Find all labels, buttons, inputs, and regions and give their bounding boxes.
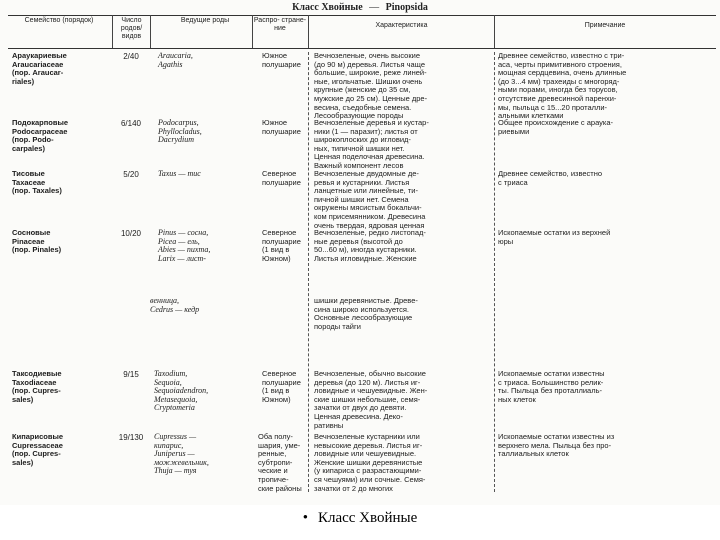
row-genera: Araucaria, Agathis [158, 51, 193, 69]
row-note: Ископаемые остатки известны с триаса. Большинство релик- ты. Пыльца без проталлиаль- ных клеток [498, 369, 605, 404]
column-divider [308, 52, 309, 492]
title-latin: Pinopsida [385, 2, 428, 13]
title-separator: — [369, 2, 380, 13]
page-title [0, 2, 720, 13]
row-family: Кипарисовые Cupressaceae (пор. Cupres- sales) [12, 432, 64, 467]
header-divider [308, 15, 309, 48]
row-genera: Taxus — тис [158, 169, 201, 178]
row-note: Ископаемые остатки известны из верхнего мела. Пыльца без про- таллиальных клеток [498, 432, 615, 459]
column-divider [494, 52, 495, 492]
row-note: Общее происхождение с араука- риевыми [498, 118, 614, 136]
row-count: 19/130 [118, 433, 144, 442]
row-count: 5/20 [123, 170, 139, 179]
row-family: Тисовые Taxaceae (пор. Taxales) [12, 169, 62, 196]
table-header-rule [8, 48, 716, 49]
bullet-icon: • [302, 510, 308, 526]
row-count: 10/20 [120, 229, 142, 238]
row-count: 2/40 [123, 52, 139, 61]
row-note: Древнее семейство, известно с триаса [498, 169, 603, 187]
row-description: Вечнозеленые, редко листопад- ные деревья (высотой до 50...60 м), иногда кустарники. Листья игловидные. Женские [314, 228, 426, 263]
slide-caption [0, 510, 720, 527]
header-family: Семейство (порядок) [24, 17, 94, 24]
row-distribution: Южное полушарие [262, 118, 301, 136]
row-family: Подокарповые Podocarpaceae (пор. Podo- carpales) [12, 118, 69, 153]
row-genera: Podocarpus, Phyllocladus, Dacrydium [158, 118, 202, 145]
row-description: Вечнозеленые двудомные де- ревья и кустарники. Листья ланцетные или линейные, ти- пичной шишки нет. Семена окружены мясистым бокальчи- ком присемянником. Древесина очень твердая, ядровая ценная [314, 169, 426, 230]
header-divider [150, 15, 151, 48]
row-note: Древнее семейство, известно с три- аса, черты примитивного строения, мощная сердцевина, очень длинные (до 3...4 мм) трахеиды с многоряд- ными порами, иногда без торусов, отсутствие древесинной паренхи- мы, пыльца с 15...20 проталли- альными клетками [498, 51, 627, 121]
header-description: Характеристика [375, 22, 428, 29]
row-description: Вечнозеленые кустарники или невысокие деревья. Листья иг- ловидные или чешуевидные. Женские шишки деревянистые (у кипариса с разрастающими- ся чешуями) или сочные. Семя- зачатки от 2 до многих [314, 432, 426, 493]
row-count: 6/140 [120, 119, 142, 128]
row-family: Араукариевые Araucariaceae (пор. Araucar- riales) [12, 51, 67, 86]
caption-text: Класс Хвойные [317, 510, 418, 526]
row-distribution: Северное полушарие (1 вид в Южном) [262, 369, 301, 404]
header-divider [494, 15, 495, 48]
table-top-rule [8, 15, 716, 16]
title-ru: Класс Хвойные [292, 2, 363, 13]
row-description: Вечнозеленые, обычно высокие деревья (до 120 м). Листья иг- ловидные и чешуевидные. Жен- ские шишки небольшие, семя- зачатки от двух до девяти. Ценная древесина. Деко- ративны [314, 369, 428, 430]
row-genera: Taxodium, Sequoia, Sequoiadendron, Metasequoia, Cryptomeria [154, 369, 209, 413]
row-distribution: Оба полу- шария, уме- ренные, субтропи- ческие и тропиче- ские районы [258, 432, 302, 493]
row-genera: Pinus — сосна, Picea — ель, Abies — пихта, Larix — лист- [158, 228, 211, 263]
row-description: Вечнозеленые, очень высокие (до 90 м) деревья. Листья чаще большие, широкие, реже линей- ные, игольчатые. Шишки очень крупные (женские до 35 см, мужские до 25 см). Ценные дре- весина, съедобные семена. Лесообразующие породы [314, 51, 428, 121]
row-note: Ископаемые остатки из верхней юры [498, 228, 611, 246]
row-distribution: Южное полушарие [262, 51, 301, 69]
row-distribution: Северное полушарие [262, 169, 301, 187]
row-count: 9/15 [123, 370, 139, 379]
row-description: Вечнозеленые деревья и кустар- ники (1 — паразит); листья от широкоплоских до игловид- ных, типичной шишки нет. Ценная поделочная древесина. Важный компонент лесов [314, 118, 429, 170]
header-note: Примечание [584, 22, 626, 29]
row-distribution: Северное полушарие (1 вид в Южном) [262, 228, 301, 263]
header-count: Число родов/ видов [120, 17, 143, 40]
row-family: Сосновые Pinaceae (пор. Pinales) [12, 228, 62, 255]
row-genera: Cupressus — кипарис, Juniperus — можжевельник, Thuja — туя [154, 432, 209, 476]
row-family: Таксодиевые Taxodiaceae (пор. Cupres- sales) [12, 369, 62, 404]
header-distribution: Распро- стране- ние [253, 17, 307, 32]
row-description-continued: шишки деревянистые. Древе- сина широко используется. Основные лесообразующие породы тайги [314, 296, 418, 331]
header-genera: Ведущие роды [180, 17, 230, 24]
row-genera-continued: венница, Cedrus — кедр [150, 296, 200, 314]
